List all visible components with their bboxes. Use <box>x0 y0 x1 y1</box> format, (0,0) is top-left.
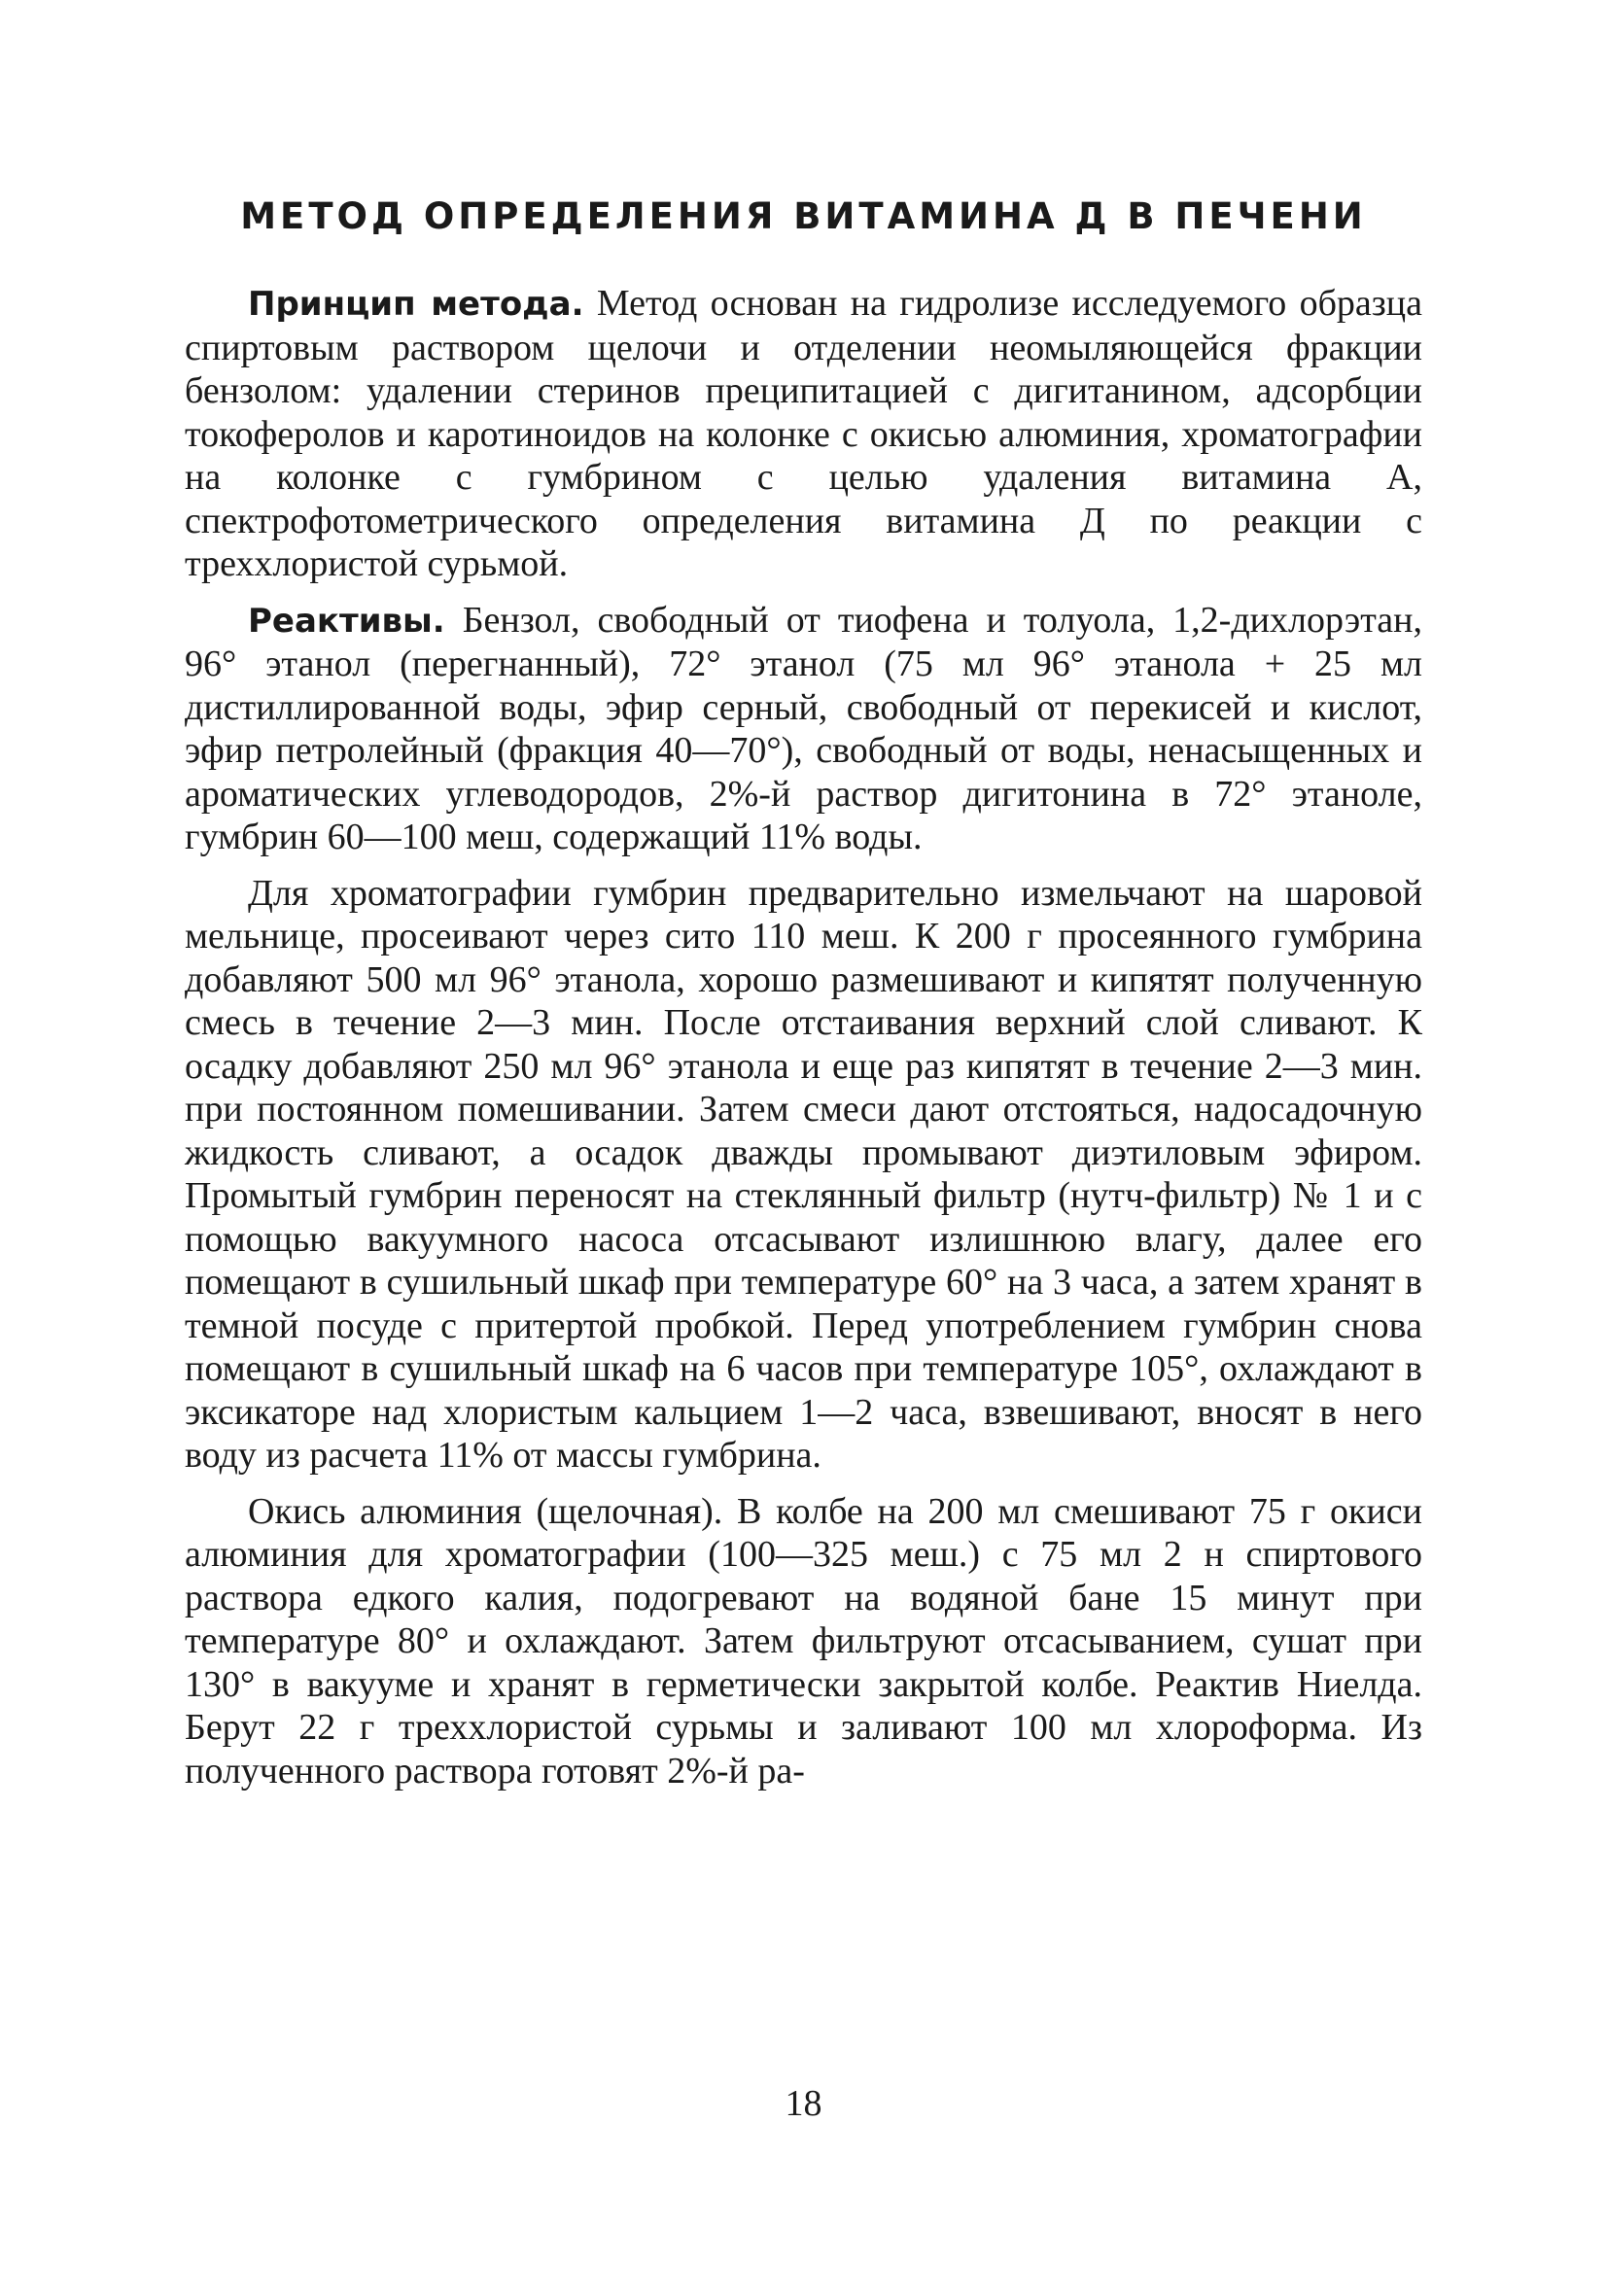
page-number: 18 <box>785 2083 822 2124</box>
reagents-lead: Реактивы. <box>248 601 445 641</box>
page-title: МЕТОД ОПРЕДЕЛЕНИЯ ВИТАМИНА Д В ПЕЧЕНИ <box>240 195 1367 237</box>
paragraph-chromatography: Для хроматографии гумбрин предварительно измельчают на шаровой мельнице, просеивают через сито 110 меш. К 200 г просеянного гумбрина добавляют 500 мл 96° этанола, хорошо размешивают и кипятят полученную смесь в течение 2—3 мин. После отстаивания верхний слой сливают. К осадку добавляют 250 мл 96° этанола и еще раз кипятят в течение 2—3 мин. при постоянном помешивании. Затем смеси дают отстояться, надосадочную жидкость сливают, а осадок дважды промывают диэтиловым эфиром. Промытый гумбрин переносят на стеклянный фильтр (нутч-фильтр) № 1 и с помощью вакуумного насоса отсасывают излишнюю влагу, далее его помещают в сушильный шкаф при температуре 60° на 3 часа, а затем хранят в темной посуде с притертой пробкой. Перед употреблением гумбрин снова помещают в сушильный шкаф на 6 часов при температуре 105°, охлаждают в эксикаторе над хлористым кальцием 1—2 часа, взвешивают, вносят в него воду из расчета 11% от массы гумбрина. <box>185 872 1422 1476</box>
principle-lead: Принцип метода. <box>248 285 584 324</box>
paragraph-alumina: Окись алюминия (щелочная). В колбе на 200 мл смешивают 75 г окиси алюминия для хроматографии (100—325 меш.) с 75 мл 2 н спиртового раствора едкого калия, подогревают на водяной бане 15 минут при температуре 80° и охлаждают. Затем фильтруют отсасыванием, сушат при 130° в вакууме и хранят в герметически закрытой колбе. Реактив Ниелда. Берут 22 г треххлористой сурьмы и заливают 100 мл хлороформа. Из полученного раствора готовят 2%-й ра- <box>185 1490 1422 1792</box>
paragraph-reagents <box>185 599 1422 859</box>
principle-text: Метод основан на гидролизе исследуемого образца спиртовым раствором щелочи и отделении неомыляющейся фракции бензолом: удалении стеринов преципитацией с дигитанином, адсорбции токоферолов и каротиноидов на колонке с окисью алюминия, хроматографии на колонке с гумбрином с целью удаления витамина А, спектрофотометрического определения витамина Д по реакции с треххлористой сурьмой. <box>185 283 1422 584</box>
reagents-text: Бензол, свободный от тиофена и толуола, 1,2-дихлорэтан, 96° этанол (перегнанный), 72° этанол (75 мл 96° этанола + 25 мл дистиллированной воды, эфир серный, свободный от перекисей и кислот, эфир петролейный (фракция 40—70°), свободный от воды, ненасыщенных и ароматических углеводородов, 2%-й раствор дигитонина в 72° этаноле, гумбрин 60—100 меш, содержащий 11% воды. <box>185 599 1422 857</box>
paragraph-principle <box>185 282 1422 586</box>
body-text <box>185 282 1422 1792</box>
